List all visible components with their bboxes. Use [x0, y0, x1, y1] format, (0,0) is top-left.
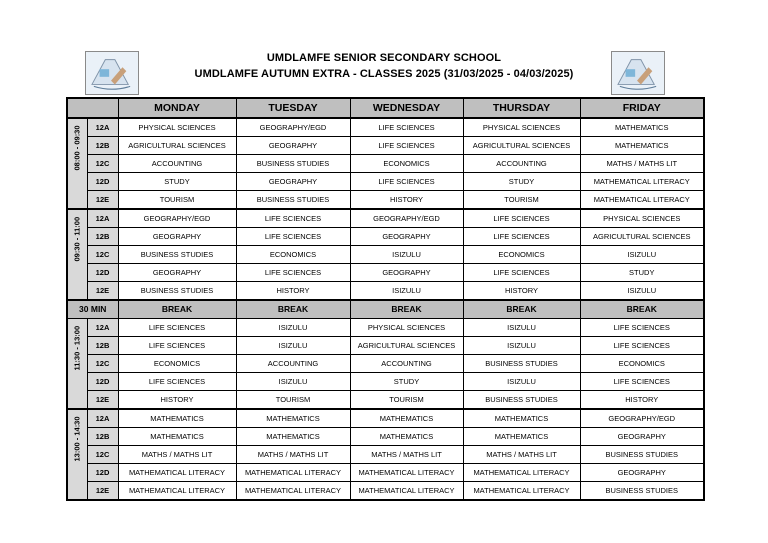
subject-cell: GEOGRAPHY	[118, 228, 236, 246]
session-time	[67, 409, 87, 500]
session-time	[67, 209, 87, 300]
table-row	[67, 337, 704, 355]
day-header: WEDNESDAY	[350, 98, 463, 118]
subject-cell: GEOGRAPHY	[236, 137, 350, 155]
subject-cell: MATHEMATICS	[118, 409, 236, 428]
subject-cell: ISIZULU	[580, 282, 704, 301]
school-name: UMDLAMFE SENIOR SECONDARY SCHOOL	[266, 52, 502, 64]
subject-cell: MATHEMATICAL LITERACY	[350, 482, 463, 501]
subject-cell: BUSINESS STUDIES	[580, 482, 704, 501]
timetable-subtitle: UMDLAMFE AUTUMN EXTRA - CLASSES 2025 (31/03/2025 - 04/03/2025)	[194, 68, 574, 80]
table-row	[67, 173, 704, 191]
class-label: 12C	[87, 246, 118, 264]
subject-cell: MATHEMATICS	[463, 428, 580, 446]
table-row	[67, 228, 704, 246]
break-label: BREAK	[118, 300, 236, 319]
break-label: BREAK	[463, 300, 580, 319]
subject-cell: TOURISM	[118, 191, 236, 210]
session-time-label: 11:30 - 13:00	[72, 325, 82, 371]
session-time	[67, 319, 87, 410]
class-label: 12D	[87, 173, 118, 191]
subject-cell: AGRICULTURAL SCIENCES	[118, 137, 236, 155]
table-row	[67, 373, 704, 391]
subject-cell: GEOGRAPHY/EGD	[118, 209, 236, 228]
subject-cell: MATHEMATICS	[236, 428, 350, 446]
break-label: BREAK	[350, 300, 463, 319]
table-row	[67, 118, 704, 137]
subject-cell: ISIZULU	[236, 337, 350, 355]
subject-cell: ACCOUNTING	[236, 355, 350, 373]
subject-cell: ISIZULU	[236, 373, 350, 391]
subject-cell: MATHEMATICAL LITERACY	[350, 464, 463, 482]
subject-cell: LIFE SCIENCES	[580, 373, 704, 391]
subject-cell: HISTORY	[463, 282, 580, 301]
subject-cell: ISIZULU	[350, 246, 463, 264]
class-label: 12A	[87, 209, 118, 228]
subject-cell: BUSINESS STUDIES	[463, 355, 580, 373]
day-header-row	[67, 98, 704, 118]
subject-cell: GEOGRAPHY	[350, 228, 463, 246]
subject-cell: LIFE SCIENCES	[350, 137, 463, 155]
table-row	[67, 319, 704, 337]
subject-cell: HISTORY	[118, 391, 236, 410]
subject-cell: ISIZULU	[580, 246, 704, 264]
class-label: 12C	[87, 446, 118, 464]
subject-cell: BUSINESS STUDIES	[463, 391, 580, 410]
subject-cell: LIFE SCIENCES	[350, 118, 463, 137]
subject-cell: LIFE SCIENCES	[236, 264, 350, 282]
subject-cell: GEOGRAPHY/EGD	[350, 209, 463, 228]
subject-cell: BUSINESS STUDIES	[236, 191, 350, 210]
table-row	[67, 137, 704, 155]
class-label: 12D	[87, 464, 118, 482]
subject-cell: TOURISM	[350, 391, 463, 410]
table-row	[67, 155, 704, 173]
subject-cell: ISIZULU	[463, 319, 580, 337]
table-row	[67, 209, 704, 228]
break-label: BREAK	[580, 300, 704, 319]
subject-cell: BUSINESS STUDIES	[236, 155, 350, 173]
subject-cell: STUDY	[580, 264, 704, 282]
subject-cell: STUDY	[463, 173, 580, 191]
subject-cell: ECONOMICS	[236, 246, 350, 264]
subject-cell: LIFE SCIENCES	[580, 337, 704, 355]
class-label: 12D	[87, 373, 118, 391]
break-label: BREAK	[236, 300, 350, 319]
timetable	[66, 97, 705, 501]
subject-cell: ACCOUNTING	[118, 155, 236, 173]
subject-cell: MATHEMATICAL LITERACY	[236, 464, 350, 482]
subject-cell: PHYSICAL SCIENCES	[463, 118, 580, 137]
subject-cell: PHYSICAL SCIENCES	[580, 209, 704, 228]
subject-cell: MATHEMATICS	[236, 409, 350, 428]
subject-cell: MATHEMATICS	[580, 118, 704, 137]
session-time-label: 09:30 - 11:00	[72, 216, 82, 262]
subject-cell: LIFE SCIENCES	[236, 209, 350, 228]
subject-cell: LIFE SCIENCES	[350, 173, 463, 191]
subject-cell: ISIZULU	[463, 337, 580, 355]
subject-cell: ECONOMICS	[118, 355, 236, 373]
break-row	[67, 300, 704, 319]
subject-cell: MATHEMATICS	[350, 409, 463, 428]
class-label: 12B	[87, 228, 118, 246]
table-row	[67, 446, 704, 464]
subject-cell: ECONOMICS	[580, 355, 704, 373]
subject-cell: MATHS / MATHS LIT	[580, 155, 704, 173]
subject-cell: HISTORY	[580, 391, 704, 410]
subject-cell: LIFE SCIENCES	[118, 373, 236, 391]
day-header: THURSDAY	[463, 98, 580, 118]
subject-cell: MATHS / MATHS LIT	[118, 446, 236, 464]
subject-cell: HISTORY	[350, 191, 463, 210]
subject-cell: STUDY	[350, 373, 463, 391]
subject-cell: GEOGRAPHY/EGD	[580, 409, 704, 428]
subject-cell: ECONOMICS	[463, 246, 580, 264]
subject-cell: ISIZULU	[463, 373, 580, 391]
table-row	[67, 464, 704, 482]
class-label: 12E	[87, 391, 118, 410]
subject-cell: MATHS / MATHS LIT	[350, 446, 463, 464]
subject-cell: MATHEMATICAL LITERACY	[118, 482, 236, 501]
session-time-label: 13:00 - 14:30	[72, 416, 82, 462]
break-duration: 30 MIN	[67, 300, 118, 319]
class-label: 12B	[87, 428, 118, 446]
subject-cell: GEOGRAPHY	[580, 464, 704, 482]
subject-cell: ECONOMICS	[350, 155, 463, 173]
subject-cell: BUSINESS STUDIES	[118, 246, 236, 264]
class-label: 12B	[87, 137, 118, 155]
subject-cell: HISTORY	[236, 282, 350, 301]
subject-cell: STUDY	[118, 173, 236, 191]
table-row	[67, 355, 704, 373]
table-row	[67, 482, 704, 501]
subject-cell: TOURISM	[236, 391, 350, 410]
day-header: MONDAY	[118, 98, 236, 118]
table-row	[67, 191, 704, 210]
session-time-label: 08:00 - 09:30	[72, 125, 82, 171]
subject-cell: MATHEMATICAL LITERACY	[118, 464, 236, 482]
table-row	[67, 282, 704, 301]
subject-cell: MATHS / MATHS LIT	[236, 446, 350, 464]
subject-cell: LIFE SCIENCES	[118, 337, 236, 355]
table-row	[67, 264, 704, 282]
subject-cell: MATHEMATICAL LITERACY	[463, 482, 580, 501]
day-header: TUESDAY	[236, 98, 350, 118]
subject-cell: LIFE SCIENCES	[463, 264, 580, 282]
class-label: 12B	[87, 337, 118, 355]
class-label: 12E	[87, 482, 118, 501]
subject-cell: GEOGRAPHY	[118, 264, 236, 282]
subject-cell: MATHEMATICS	[350, 428, 463, 446]
subject-cell: MATHEMATICS	[463, 409, 580, 428]
subject-cell: MATHS / MATHS LIT	[463, 446, 580, 464]
subject-cell: MATHEMATICS	[580, 137, 704, 155]
table-row	[67, 391, 704, 410]
subject-cell: ISIZULU	[236, 319, 350, 337]
class-label: 12E	[87, 191, 118, 210]
subject-cell: LIFE SCIENCES	[463, 209, 580, 228]
table-row	[67, 428, 704, 446]
class-label: 12A	[87, 319, 118, 337]
subject-cell: PHYSICAL SCIENCES	[350, 319, 463, 337]
subject-cell: GEOGRAPHY	[350, 264, 463, 282]
subject-cell: GEOGRAPHY/EGD	[236, 118, 350, 137]
table-row	[67, 409, 704, 428]
subject-cell: MATHEMATICAL LITERACY	[236, 482, 350, 501]
subject-cell: LIFE SCIENCES	[118, 319, 236, 337]
class-label: 12A	[87, 409, 118, 428]
subject-cell: BUSINESS STUDIES	[118, 282, 236, 301]
subject-cell: LIFE SCIENCES	[463, 228, 580, 246]
class-label: 12C	[87, 355, 118, 373]
subject-cell: MATHEMATICAL LITERACY	[580, 191, 704, 210]
subject-cell: MATHEMATICS	[118, 428, 236, 446]
class-label: 12A	[87, 118, 118, 137]
subject-cell: PHYSICAL SCIENCES	[118, 118, 236, 137]
class-label: 12D	[87, 264, 118, 282]
subject-cell: ACCOUNTING	[463, 155, 580, 173]
subject-cell: AGRICULTURAL SCIENCES	[463, 137, 580, 155]
subject-cell: TOURISM	[463, 191, 580, 210]
subject-cell: ISIZULU	[350, 282, 463, 301]
subject-cell: AGRICULTURAL SCIENCES	[580, 228, 704, 246]
subject-cell: ACCOUNTING	[350, 355, 463, 373]
session-time	[67, 118, 87, 209]
corner-cell	[67, 98, 118, 118]
subject-cell: MATHEMATICAL LITERACY	[463, 464, 580, 482]
class-label: 12E	[87, 282, 118, 301]
table-row	[67, 246, 704, 264]
subject-cell: GEOGRAPHY	[580, 428, 704, 446]
subject-cell: LIFE SCIENCES	[580, 319, 704, 337]
subject-cell: GEOGRAPHY	[236, 173, 350, 191]
subject-cell: MATHEMATICAL LITERACY	[580, 173, 704, 191]
subject-cell: LIFE SCIENCES	[236, 228, 350, 246]
subject-cell: AGRICULTURAL SCIENCES	[350, 337, 463, 355]
class-label: 12C	[87, 155, 118, 173]
subject-cell: BUSINESS STUDIES	[580, 446, 704, 464]
day-header: FRIDAY	[580, 98, 704, 118]
